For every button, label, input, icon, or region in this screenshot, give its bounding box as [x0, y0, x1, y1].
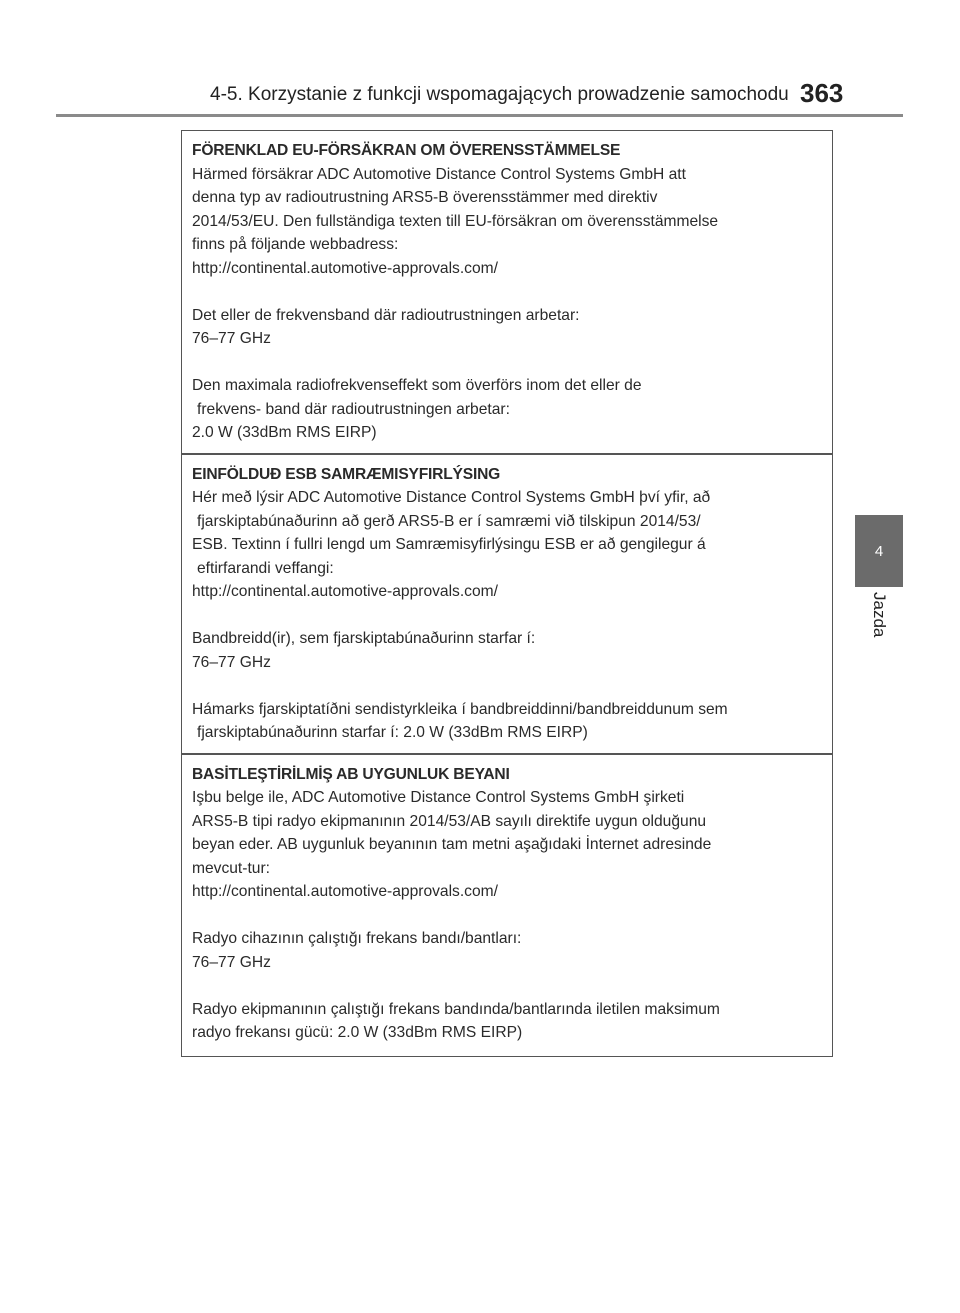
paragraph-gap	[192, 351, 822, 375]
text-line: Hámarks fjarskiptatíðni sendistyrkleika í bandbreiddinni/bandbreiddunum sem	[192, 700, 728, 718]
paragraph-gap	[192, 604, 822, 628]
text-line: 76–77 GHz	[192, 953, 271, 971]
page-number: 363	[800, 78, 844, 108]
text-line: Radyo cihazının çalıştığı frekans bandı/bantları:	[192, 930, 522, 947]
text-line: 2.0 W (33dBm RMS EIRP)	[192, 424, 377, 441]
text-line: 76–77 GHz	[192, 330, 271, 347]
paragraph-gap	[192, 674, 822, 698]
chapter-tab	[855, 515, 903, 587]
text-line: ESB. Textinn í fullri lengd um Samræmisyfirlýsingu ESB er að gengilegur á	[192, 536, 706, 553]
header-divider	[56, 114, 903, 117]
text-line: Härmed försäkrar ADC Automotive Distance Control Systems GmbH att	[192, 165, 686, 183]
text-line: Bandbreidd(ir), sem fjarskiptabúnaðurinn starfar í:	[192, 630, 536, 647]
chapter-label: Jazda	[870, 592, 889, 638]
text-line: Den maximala radiofrekvenseffekt som överförs inom det eller de	[192, 377, 642, 394]
chapter-number: 4	[874, 542, 884, 560]
section-heading: EINFÖLDUÐ ESB SAMRÆMISYFIRLÝSING	[192, 465, 501, 483]
text-line: Det eller de frekvensband där radioutrustningen arbetar:	[192, 306, 580, 324]
text-line: radyo frekansı gücü: 2.0 W (33dBm RMS EIRP)	[192, 1024, 523, 1041]
text-line: mevcut-tur:	[192, 859, 270, 877]
url-line: http://continental.automotive-approvals.com/	[192, 583, 498, 600]
paragraph-gap	[192, 974, 822, 998]
text-line: fjarskiptabúnaðurinn að gerð ARS5-B er í samræmi við tilskipun 2014/53/	[197, 512, 701, 530]
section-turkish	[182, 753, 832, 1056]
section-icelandic	[182, 453, 832, 753]
text-line: fjarskiptabúnaðurinn starfar í: 2.0 W (33dBm RMS EIRP)	[197, 724, 588, 741]
url-line: http://continental.automotive-approvals.com/	[192, 883, 498, 900]
text-line: ARS5-B tipi radyo ekipmanının 2014/53/AB sayılı direktife uygun olduğunu	[192, 812, 707, 830]
text-line: Hér með lýsir ADC Automotive Distance Control Systems GmbH því yfir, að	[192, 489, 711, 506]
section-swedish	[182, 131, 832, 453]
paragraph-gap	[192, 904, 822, 928]
text-line: frekvens- band där radioutrustningen arbetar:	[197, 400, 510, 418]
text-line: eftirfarandi veffangi:	[197, 559, 334, 577]
paragraph-gap	[192, 280, 822, 304]
section-heading: BASİTLEŞTİRİLMİŞ AB UYGUNLUK BEYANI	[192, 765, 510, 783]
page-header-title: 4-5. Korzystanie z funkcji wspomagających prowadzenie samochodu	[210, 84, 789, 105]
section-heading: FÖRENKLAD EU-FÖRSÄKRAN OM ÖVERENSSTÄMMELSE	[192, 142, 621, 159]
text-line: Radyo ekipmanının çalıştığı frekans bandında/bantlarında iletilen maksimum	[192, 1000, 720, 1018]
declaration-box	[181, 130, 833, 1057]
text-line: beyan eder. AB uygunluk beyanının tam metni aşağıdaki İnternet adresinde	[192, 836, 712, 853]
text-line: 76–77 GHz	[192, 653, 271, 671]
url-line: http://continental.automotive-approvals.com/	[192, 259, 498, 277]
text-line: denna typ av radioutrustning ARS5-B överensstämmer med direktiv	[192, 189, 658, 206]
text-line: finns på följande webbadress:	[192, 236, 399, 253]
text-line: Işbu belge ile, ADC Automotive Distance Control Systems GmbH şirketi	[192, 789, 685, 806]
text-line: 2014/53/EU. Den fullständiga texten till EU-försäkran om överensstämmelse	[192, 212, 719, 230]
